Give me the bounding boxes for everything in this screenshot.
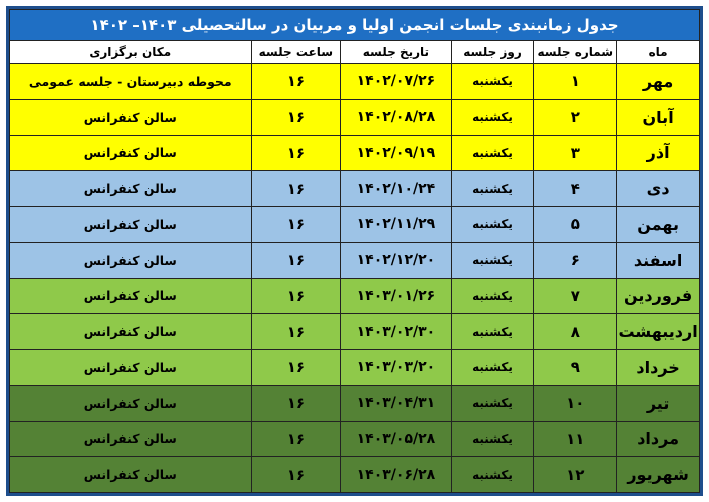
- day-cell: یکشنبه: [451, 385, 534, 421]
- day-cell: یکشنبه: [451, 64, 534, 100]
- place-cell: سالن کنفرانس: [10, 171, 252, 207]
- place-cell: سالن کنفرانس: [10, 135, 252, 171]
- date-cell: ۱۴۰۳/۰۶/۲۸: [341, 457, 451, 493]
- day-cell: یکشنبه: [451, 314, 534, 350]
- time-cell: ۱۶: [251, 350, 341, 386]
- table-row: [10, 385, 700, 421]
- session-number-cell: ۷: [534, 278, 617, 314]
- time-cell: ۱۶: [251, 135, 341, 171]
- time-cell: ۱۶: [251, 207, 341, 243]
- session-number-cell: ۸: [534, 314, 617, 350]
- place-cell: سالن کنفرانس: [10, 242, 252, 278]
- month-cell: مهر: [617, 64, 700, 100]
- time-cell: ۱۶: [251, 314, 341, 350]
- day-cell: یکشنبه: [451, 135, 534, 171]
- table-row: [10, 171, 700, 207]
- month-cell: بهمن: [617, 207, 700, 243]
- table-row: [10, 457, 700, 493]
- table-title: جدول زمانبندی جلسات انجمن اولیا و مربیان در سالتحصیلی ۱۴۰۳– ۱۴۰۲: [10, 10, 700, 41]
- time-cell: ۱۶: [251, 278, 341, 314]
- table-row: [10, 278, 700, 314]
- time-cell: ۱۶: [251, 421, 341, 457]
- month-cell: آبان: [617, 99, 700, 135]
- month-cell: تیر: [617, 385, 700, 421]
- session-number-cell: ۴: [534, 171, 617, 207]
- date-cell: ۱۴۰۳/۰۱/۲۶: [341, 278, 451, 314]
- day-cell: یکشنبه: [451, 457, 534, 493]
- column-header-day: روز جلسه: [451, 41, 534, 64]
- day-cell: یکشنبه: [451, 242, 534, 278]
- month-cell: مرداد: [617, 421, 700, 457]
- date-cell: ۱۴۰۲/۱۰/۲۴: [341, 171, 451, 207]
- table-row: [10, 207, 700, 243]
- table-row: [10, 421, 700, 457]
- month-cell: آذر: [617, 135, 700, 171]
- month-cell: شهریور: [617, 457, 700, 493]
- place-cell: سالن کنفرانس: [10, 314, 252, 350]
- place-cell: سالن کنفرانس: [10, 457, 252, 493]
- table-row: [10, 314, 700, 350]
- time-cell: ۱۶: [251, 385, 341, 421]
- date-cell: ۱۴۰۳/۰۴/۳۱: [341, 385, 451, 421]
- date-cell: ۱۴۰۲/۰۹/۱۹: [341, 135, 451, 171]
- session-number-cell: ۱۱: [534, 421, 617, 457]
- place-cell: سالن کنفرانس: [10, 350, 252, 386]
- schedule-table: [9, 9, 700, 493]
- month-cell: فروردین: [617, 278, 700, 314]
- table-row: [10, 135, 700, 171]
- day-cell: یکشنبه: [451, 350, 534, 386]
- place-cell: سالن کنفرانس: [10, 99, 252, 135]
- date-cell: ۱۴۰۲/۱۲/۲۰: [341, 242, 451, 278]
- column-header-time: ساعت جلسه: [251, 41, 341, 64]
- table-row: [10, 350, 700, 386]
- place-cell: سالن کنفرانس: [10, 421, 252, 457]
- table-row: [10, 64, 700, 100]
- day-cell: یکشنبه: [451, 421, 534, 457]
- schedule-frame: [6, 6, 703, 496]
- session-number-cell: ۵: [534, 207, 617, 243]
- session-number-cell: ۱۲: [534, 457, 617, 493]
- month-cell: دی: [617, 171, 700, 207]
- date-cell: ۱۴۰۳/۰۲/۳۰: [341, 314, 451, 350]
- table-row: [10, 242, 700, 278]
- date-cell: ۱۴۰۳/۰۳/۲۰: [341, 350, 451, 386]
- day-cell: یکشنبه: [451, 278, 534, 314]
- session-number-cell: ۱۰: [534, 385, 617, 421]
- table-row: [10, 99, 700, 135]
- month-cell: خرداد: [617, 350, 700, 386]
- column-header-place: مکان برگزاری: [10, 41, 252, 64]
- date-cell: ۱۴۰۲/۰۸/۲۸: [341, 99, 451, 135]
- date-cell: ۱۴۰۲/۰۷/۲۶: [341, 64, 451, 100]
- time-cell: ۱۶: [251, 242, 341, 278]
- session-number-cell: ۲: [534, 99, 617, 135]
- session-number-cell: ۳: [534, 135, 617, 171]
- session-number-cell: ۹: [534, 350, 617, 386]
- day-cell: یکشنبه: [451, 171, 534, 207]
- place-cell: سالن کنفرانس: [10, 278, 252, 314]
- column-header-date: تاریخ جلسه: [341, 41, 451, 64]
- place-cell: محوطه دبیرستان - جلسه عمومی: [10, 64, 252, 100]
- time-cell: ۱۶: [251, 64, 341, 100]
- place-cell: سالن کنفرانس: [10, 207, 252, 243]
- session-number-cell: ۱: [534, 64, 617, 100]
- day-cell: یکشنبه: [451, 207, 534, 243]
- time-cell: ۱۶: [251, 99, 341, 135]
- header-row: [10, 41, 700, 64]
- place-cell: سالن کنفرانس: [10, 385, 252, 421]
- date-cell: ۱۴۰۲/۱۱/۲۹: [341, 207, 451, 243]
- column-header-number: شماره جلسه: [534, 41, 617, 64]
- day-cell: یکشنبه: [451, 99, 534, 135]
- month-cell: اسفند: [617, 242, 700, 278]
- time-cell: ۱۶: [251, 457, 341, 493]
- column-header-month: ماه: [617, 41, 700, 64]
- month-cell: اردیبهشت: [617, 314, 700, 350]
- time-cell: ۱۶: [251, 171, 341, 207]
- session-number-cell: ۶: [534, 242, 617, 278]
- date-cell: ۱۴۰۳/۰۵/۲۸: [341, 421, 451, 457]
